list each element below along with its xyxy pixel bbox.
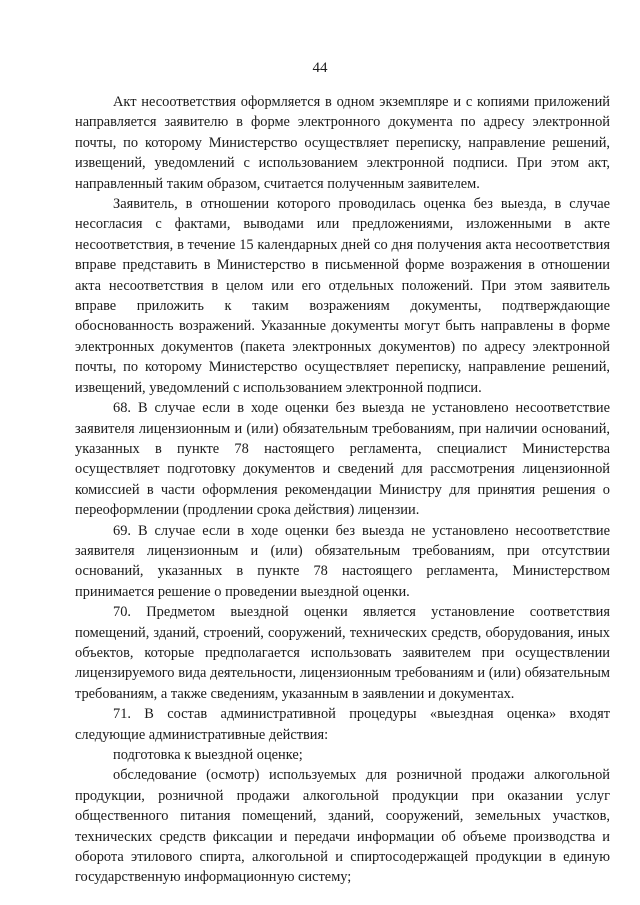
document-body bbox=[75, 92, 610, 888]
list-item-preparation: подготовка к выездной оценке; bbox=[113, 747, 303, 763]
list-item-inspection: обследование (осмотр) используемых для розничной продажи алкогольной продукции, розничной продажи алкогольной продукции при оказании услуг общественного питания помещений, зданий, сооружений, земельных участков, технических средств фиксации и передачи информации об объеме производства и оборота этилового спирта, алкогольной и спиртосодержащей продукции в единую государственную информационную систему; bbox=[75, 767, 610, 886]
page-number: 44 bbox=[312, 60, 328, 76]
paragraph-act-delivery: Акт несоответствия оформляется в одном экземпляре и с копиями приложений направляется заявителю в форме электронного документа по адресу электронной почты, по которому Министерство осуществляет переписку, направление решений, извещений, уведомлений с использованием электронной подписи. При этом акт, направленный таким образом, считается полученным заявителем. bbox=[75, 94, 610, 192]
paragraph-71: 71. В состав административной процедуры «выездная оценка» входят следующие административные действия: bbox=[75, 706, 610, 743]
paragraph-70: 70. Предметом выездной оценки является установление соответствия помещений, зданий, строений, сооружений, технических средств, оборудования, иных объектов, которые предполагается использовать заявителем при осуществлении лицензируемого вида деятельности, лицензионным требованиям и (или) обязательным требованиям, а также сведениям, указанным в заявлении и документах. bbox=[75, 604, 610, 702]
paragraph-objections: Заявитель, в отношении которого проводилась оценка без выезда, в случае несогласия с фактами, выводами или предложениями, изложенными в акте несоответствия, в течение 15 календарных дней со дня получения акта несоответствия вправе представить в Министерство в письменной форме возражения в отношении акта несоответствия в целом или его отдельных положений. При этом заявитель вправе приложить к таким возражениям документы, подтверждающие обоснованность возражений. Указанные документы могут быть направлены в форме электронных документов (пакета электронных документов) по адресу электронной почты, по которому Министерство осуществляет переписку, направление решений, извещений, уведомлений с использованием электронной подписи. bbox=[75, 196, 610, 396]
paragraph-68: 68. В случае если в ходе оценки без выезда не установлено несоответствие заявителя лицензионным и (или) обязательным требованиям, при наличии оснований, указанных в пункте 78 настоящего регламента, специалист Министерства осуществляет подготовку документов и сведений для рассмотрения лицензионной комиссией в части оформления рекомендации Министру для принятия решения о переоформлении (продлении срока действия) лицензии. bbox=[75, 400, 610, 519]
paragraph-69: 69. В случае если в ходе оценки без выезда не установлено несоответствие заявителя лицензионным и (или) обязательным требованиям, при отсутствии оснований, указанных в пункте 78 настоящего регламента, Министерством принимается решение о проведении выездной оценки. bbox=[75, 522, 610, 600]
